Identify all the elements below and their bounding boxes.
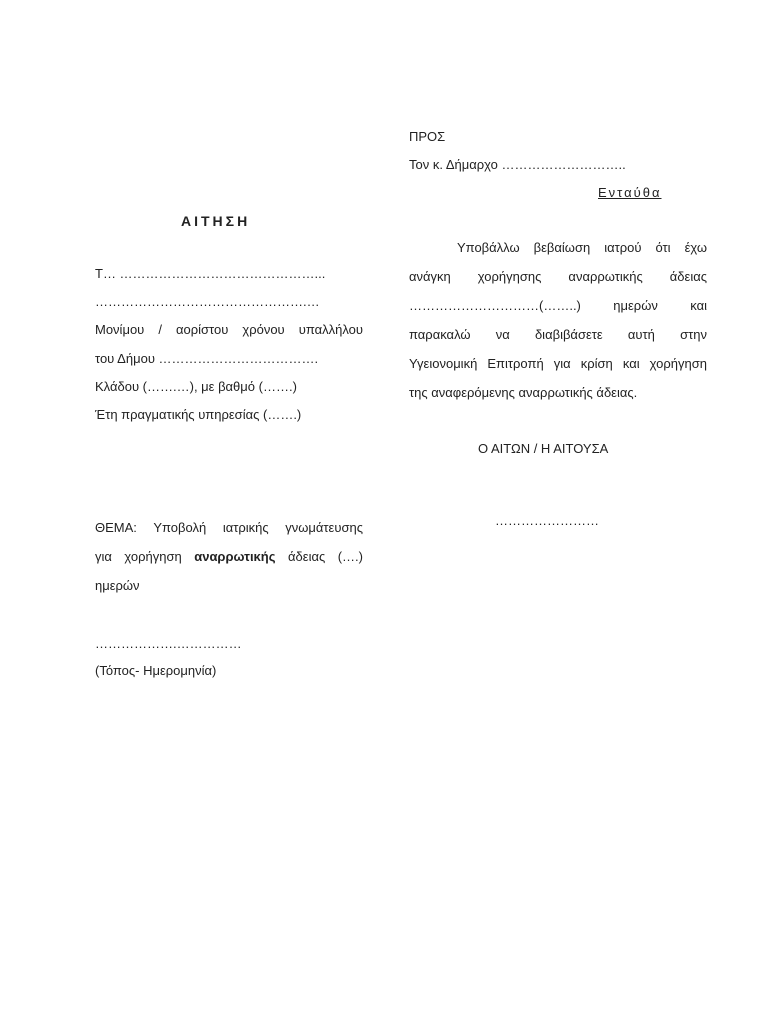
applicant-name-line: Τ… ………………………………………... — [95, 266, 326, 281]
subject-text-2-pre: για χορήγηση — [95, 549, 182, 564]
service-years-line: Έτη πραγματικής υπηρεσίας (…….) — [95, 407, 302, 422]
document-title: ΑΙΤΗΣΗ — [181, 213, 251, 229]
subject-text-2-post: άδειας (….) — [288, 549, 363, 564]
body-line-2: ανάγκη χορήγησης αναρρωτικής άδειας — [409, 269, 707, 284]
subject-line-2 — [95, 549, 363, 565]
mayor-line: Τον κ. Δήμαρχο ……………………….. — [409, 157, 626, 172]
body-line-1: Υποβάλλω βεβαίωση ιατρού ότι έχω — [457, 240, 707, 255]
branch-grade-line: Κλάδου (…….…), με βαθμό (…….) — [95, 379, 297, 394]
applicant-name-line-cont: ………………………………………….… — [95, 294, 320, 309]
municipality-line: του Δήμου ………………………………. — [95, 351, 319, 366]
signature-dots: …………………… — [495, 513, 599, 528]
subject-line-3: ημερών — [95, 578, 140, 593]
subject-text-2-bold: αναρρωτικής — [194, 549, 276, 564]
here-label: Ενταύθα — [598, 185, 662, 200]
subject-label: ΘΕΜΑ: — [95, 520, 137, 535]
place-date-dots: ……………….…………… — [95, 636, 242, 651]
place-date-label: (Τόπος- Ημερομηνία) — [95, 663, 217, 678]
subject-line-1 — [95, 520, 363, 536]
body-line-3: …………………………(……..) ημερών και — [409, 298, 707, 313]
subject-text-1: Υποβολή ιατρικής γνωμάτευσης — [153, 520, 363, 535]
body-line-6: της αναφερόμενης αναρρωτικής άδειας. — [409, 385, 638, 400]
to-label: ΠΡΟΣ — [409, 129, 446, 144]
body-line-4: παρακαλώ να διαβιβάσετε αυτή στην — [409, 327, 707, 342]
signer-label: Ο ΑΙΤΩΝ / Η ΑΙΤΟΥΣΑ — [478, 441, 609, 456]
employee-type-line: Μονίμου / αορίστου χρόνου υπαλλήλου — [95, 322, 363, 337]
body-line-5: Υγειονομική Επιτροπή για κρίση και χορήγηση — [409, 356, 707, 371]
